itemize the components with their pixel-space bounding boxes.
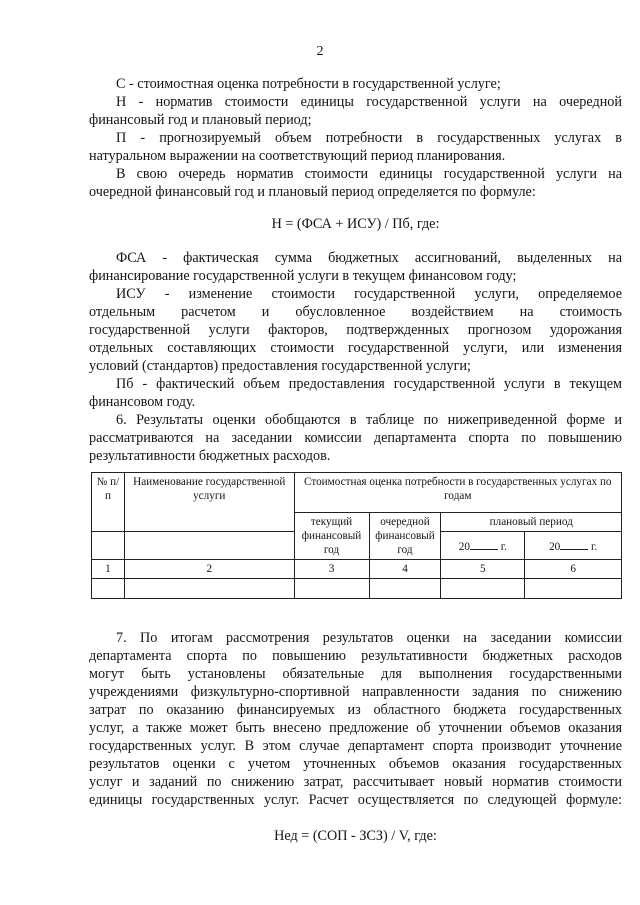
table-cell: 4 <box>369 560 441 579</box>
text-line: затрат по оказанию финансируемых из областного бюджета государственных <box>89 702 622 718</box>
year-prefix: 20 <box>458 540 470 553</box>
text-line: могут быть установлены обязательные для выполнения государственными <box>89 666 622 682</box>
header-plan-year-2 <box>525 532 622 560</box>
text-line: результатов оценки с учетом уточненных объемов оказания государственных <box>89 756 622 772</box>
text-line: условий (стандартов) предоставления государственной услуги; <box>89 358 471 374</box>
year-suffix: г. <box>591 540 598 553</box>
text-line: В свою очередь норматив стоимости единицы государственной услуги на <box>116 166 622 182</box>
text-line: рассматриваются на заседании комиссии департамента спорта по повышению <box>89 430 622 446</box>
text-line: результативности бюджетных расходов. <box>89 448 331 464</box>
text-line: финансирование государственной услуги в текущем финансовом году; <box>89 268 517 284</box>
year-suffix: г. <box>500 540 507 553</box>
text-line: единицы государственных услуг. Расчет осуществляется по следующей формуле: <box>89 792 622 808</box>
text-line: 6. Результаты оценки обобщаются в таблице по нижеприведенной форме и <box>116 412 622 428</box>
text-line: государственной услуги факторов, подтвержденных прогнозом удорожания <box>89 322 622 338</box>
header-num: № п/п <box>92 473 125 532</box>
text-line: П - прогнозируемый объем потребности в государственных услугах в <box>116 130 622 146</box>
text-line: финансовый год и плановый период; <box>89 112 312 128</box>
text-line: натуральном выражении на соответствующий период планирования. <box>89 148 506 164</box>
text-line: финансовом году. <box>89 394 196 410</box>
table-cell: 3 <box>294 560 369 579</box>
header-cost-group: Стоимостная оценка потребности в государственных услугах по годам <box>294 473 621 513</box>
text-line: очередной финансовый год и плановый период определяется по формуле: <box>89 184 536 200</box>
text-line: отдельных составляющих стоимости государственной услуги, или изменения <box>89 340 622 356</box>
header-service-name: Наименование государственной услуги <box>124 473 294 532</box>
table-empty-row <box>92 579 622 599</box>
year-blank <box>560 538 588 550</box>
header-next-year: очередной финансовый год <box>369 513 441 560</box>
text-line: Пб - фактический объем предоставления государственной услуги в текущем <box>116 376 622 392</box>
table-index-row <box>92 560 622 579</box>
text-line: услуг и заданий по снижению затрат, рассчитывает новый норматив стоимости <box>89 774 622 790</box>
text-line: департамента спорта по повышению результативности бюджетных расходов <box>89 648 622 664</box>
text-line: отдельным расчетом и обусловленное воздействием на стоимость <box>89 304 622 320</box>
text-line: Н - норматив стоимости единицы государственной услуги на очередной <box>116 94 622 110</box>
table-cell: 6 <box>525 560 622 579</box>
table-cell: 5 <box>441 560 525 579</box>
header-current-year: текущий финансовый год <box>294 513 369 560</box>
header-plan-year-1 <box>441 532 525 560</box>
formula: Нед = (СОП - ЗСЗ) / V, где: <box>274 828 437 844</box>
text-line: учреждениями физкультурно-спортивной направленности задания по снижению <box>89 684 622 700</box>
text-line: услуг, а также может быть внесено предложение об уточнении объемов оказания <box>89 720 622 736</box>
header-planning-period: плановый период <box>441 513 622 532</box>
text-line: С - стоимостная оценка потребности в государственной услуге; <box>116 76 501 92</box>
text-line: 7. По итогам рассмотрения результатов оценки на заседании комиссии <box>116 630 622 646</box>
year-prefix: 20 <box>549 540 561 553</box>
text-line: государственных услуг. В этом случае департамент спорта производит уточнение <box>89 738 622 754</box>
text-line: ФСА - фактическая сумма бюджетных ассигнований, выделенных на <box>116 250 622 266</box>
text-line: ИСУ - изменение стоимости государственной услуги, определяемое <box>116 286 622 302</box>
year-blank <box>470 538 498 550</box>
table-cell: 1 <box>92 560 125 579</box>
page-number: 2 <box>316 44 324 59</box>
table-cell: 2 <box>124 560 294 579</box>
cost-assessment-table <box>91 472 622 599</box>
formula: Н = (ФСА + ИСУ) / Пб, где: <box>271 216 440 232</box>
